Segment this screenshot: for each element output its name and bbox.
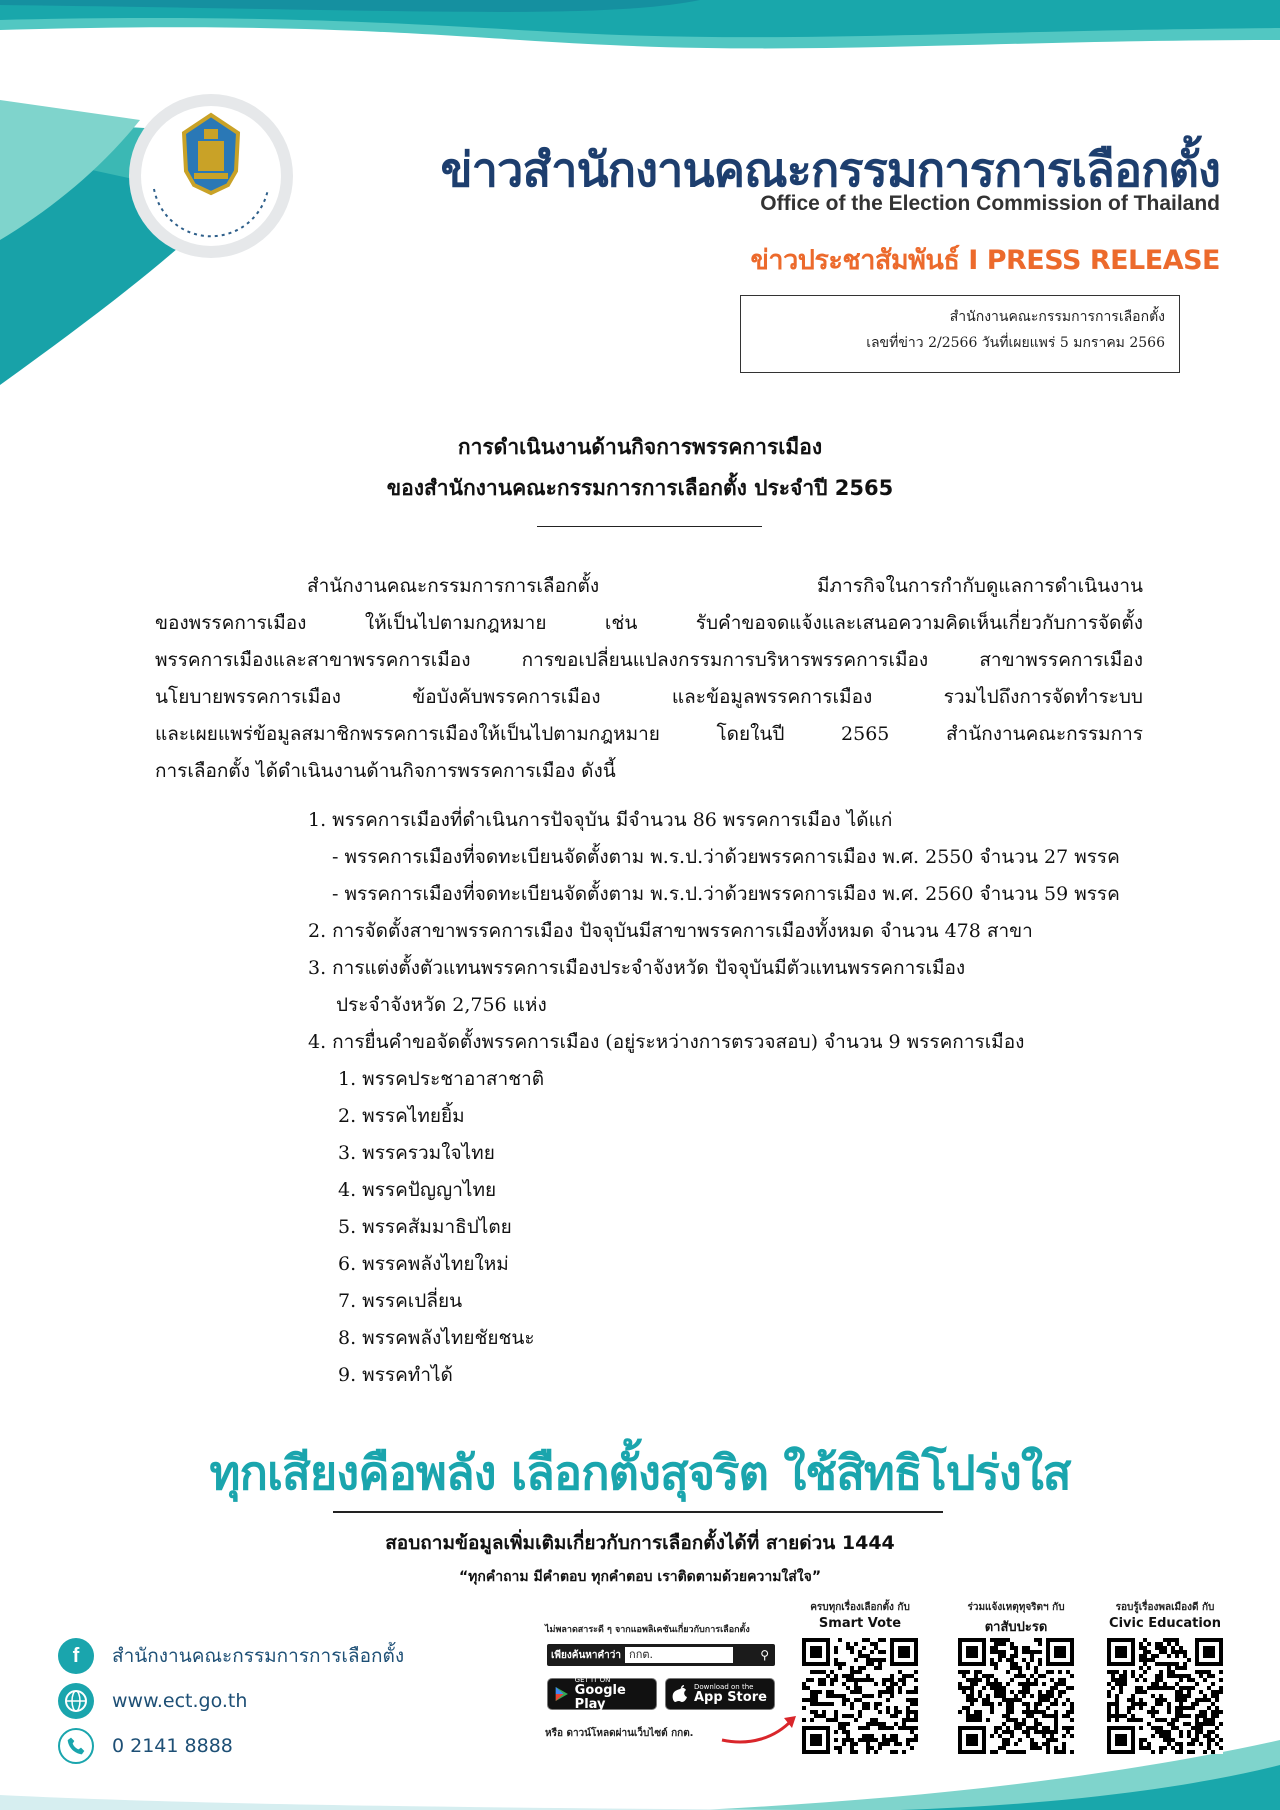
qr-caption: ครบทุกเรื่องเลือกตั้ง กับ [810,1602,910,1613]
slogan-divider [333,1511,943,1513]
party-list-item: 1. พรรคประชาอาสาชาติ [338,1068,545,1090]
search-icon: ⚲ [760,1648,769,1662]
party-list-item: 8. พรรคพลังไทยชัยชนะ [338,1327,535,1349]
party-list-item: 2. พรรคไทยยิ้ม [338,1105,465,1127]
document-title-line-1: การดำเนินงานด้านกิจการพรรคการเมือง [457,435,823,459]
header-title-en: Office of the Election Commission of Thailand [760,192,1220,215]
list-item: 1. พรรคการเมืองที่ดำเนินการปัจจุบัน มีจำนวน 86 พรรคการเมือง ได้แก่ [308,809,893,831]
list-subitem: - พรรคการเมืองที่จดทะเบียนจัดตั้งตาม พ.ร.ป.ว่าด้วยพรรคการเมือง พ.ศ. 2550 จำนวน 27 พรรค [332,846,1120,868]
header-title-th: ข่าวสำนักงานคณะกรรมการการเลือกตั้ง [440,143,1220,198]
party-list-item: 6. พรรคพลังไทยใหม่ [338,1253,509,1275]
hotline-text: สอบถามข้อมูลเพิ่มเติมเกี่ยวกับการเลือกตั้งได้ที่ สายด่วน 1444 [385,1532,895,1554]
app-search-label: เพียงค้นหาคำว่า [551,1649,622,1661]
qr-smart-vote[interactable] [795,1600,925,1754]
news-info-box [740,295,1180,373]
ect-seal-logo [128,93,294,259]
campaign-slogan: ทุกเสียงคือพลัง เลือกตั้งสุจริต ใช้สิทธิโปร่งใส [209,1446,1071,1501]
qr-ta-sapparot[interactable] [951,1600,1081,1754]
phone-icon [58,1728,94,1764]
qr-caption: รอบรู้เรื่องพลเมืองดี กับ [1115,1602,1215,1613]
app-store-button[interactable] [665,1678,775,1710]
paragraph-line: การเลือกตั้ง ได้ดำเนินงานด้านกิจการพรรคการเมือง ดังนี้ [155,760,616,782]
app-search-value: กกต. [625,1647,733,1663]
party-list-item: 4. พรรคปัญญาไทย [338,1179,497,1201]
party-list-item: 3. พรรครวมใจไทย [338,1142,495,1164]
list-item: 2. การจัดตั้งสาขาพรรคการเมือง ปัจจุบันมีสาขาพรรคการเมืองทั้งหมด จำนวน 478 สาขา [308,920,1033,942]
facebook-icon: f [58,1638,94,1674]
website-contact[interactable] [58,1683,247,1719]
qr-title: Civic Education [1109,1616,1221,1631]
app-store-big-text: App Store [694,1690,767,1705]
qr-code-icon [802,1638,918,1754]
qr-title: Smart Vote [818,1616,902,1631]
qr-title: ตาสับปะรด [984,1620,1048,1635]
google-play-big-text: Google Play [574,1683,626,1712]
app-hint-text: ไม่พลาดสาระดี ๆ จากแอพลิเคชันเกี่ยวกับการเลือกตั้ง [545,1625,750,1635]
website-url: www.ect.go.th [112,1690,248,1712]
party-list-item: 9. พรรคทำได้ [338,1364,453,1386]
google-play-button[interactable] [547,1678,657,1710]
party-list-item: 5. พรรคสัมมาธิปไตย [338,1216,512,1238]
phone-number: 0 2141 8888 [112,1735,233,1757]
paragraph-line: และเผยแพร่ข้อมูลสมาชิกพรรคการเมืองให้เป็นไปตามกฎหมาย โดยในปี 2565 สำนักงานคณะกรรมการ [155,723,1143,745]
list-subitem: - พรรคการเมืองที่จดทะเบียนจัดตั้งตาม พ.ร.ป.ว่าด้วยพรรคการเมือง พ.ศ. 2560 จำนวน 59 พรรค [332,883,1120,905]
qr-code-icon [958,1638,1074,1754]
document-title-line-2: ของสำนักงานคณะกรรมการการเลือกตั้ง ประจำปี 2565 [386,476,894,500]
list-item: 3. การแต่งตั้งตัวแทนพรรคการเมืองประจำจังหวัด ปัจจุบันมีตัวแทนพรรคการเมือง [308,957,966,979]
paragraph-line: พรรคการเมืองและสาขาพรรคการเมือง การขอเปลี่ยนแปลงกรรมการบริหารพรรคการเมือง สาขาพรรคการเมือง [155,649,1143,671]
intro-paragraph [155,568,1143,790]
press-release-label: ข่าวประชาสัมพันธ์ I PRESS RELEASE [750,245,1220,276]
paragraph-line: นโยบายพรรคการเมือง ข้อบังคับพรรคการเมือง และข้อมูลพรรคการเมือง รวมไปถึงการจัดทำระบบ [155,686,1143,708]
news-number-date: เลขที่ข่าว 2/2566 วันที่เผยแพร่ 5 มกราคม 2566 [866,335,1165,351]
facebook-page-name: สำนักงานคณะกรรมการการเลือกตั้ง [112,1645,405,1667]
app-search-bar [547,1644,775,1666]
list-item: 4. การยื่นคำขอจัดตั้งพรรคการเมือง (อยู่ระหว่างการตรวจสอบ) จำนวน 9 พรรคการเมือง [308,1031,1025,1053]
red-arrow-icon [720,1708,800,1748]
google-play-small-text: GET IT ON [574,1676,611,1684]
tagline-text: “ทุกคำถาม มีคำตอบ ทุกคำตอบ เราติดตามด้วยความใส่ใจ” [458,1569,822,1585]
news-office: สำนักงานคณะกรรมการการเลือกตั้ง [949,309,1165,325]
title-divider [537,526,762,527]
paragraph-line: ของพรรคการเมือง ให้เป็นไปตามกฎหมาย เช่น รับคำขอจดแจ้งและเสนอความคิดเห็นเกี่ยวกับการจัดตั้ง [155,612,1143,634]
qr-code-icon [1107,1638,1223,1754]
party-list-item: 7. พรรคเปลี่ยน [338,1290,463,1312]
list-item-continuation: ประจำจังหวัด 2,756 แห่ง [336,994,547,1016]
paragraph-line: สำนักงานคณะกรรมการการเลือกตั้ง มีภารกิจในการกำกับดูแลการดำเนินงาน [307,575,1143,597]
website-download-text: หรือ ดาวน์โหลดผ่านเว็บไซต์ กกต. [545,1728,694,1739]
google-play-icon [554,1685,570,1703]
qr-caption: ร่วมแจ้งเหตุทุจริตฯ กับ [967,1602,1065,1613]
apple-icon [672,1685,688,1703]
qr-civic-education[interactable] [1100,1600,1230,1754]
globe-icon [58,1683,94,1719]
phone-contact[interactable] [58,1728,233,1764]
facebook-contact[interactable] [58,1638,404,1674]
app-store-small-text: Download on the [694,1683,754,1691]
